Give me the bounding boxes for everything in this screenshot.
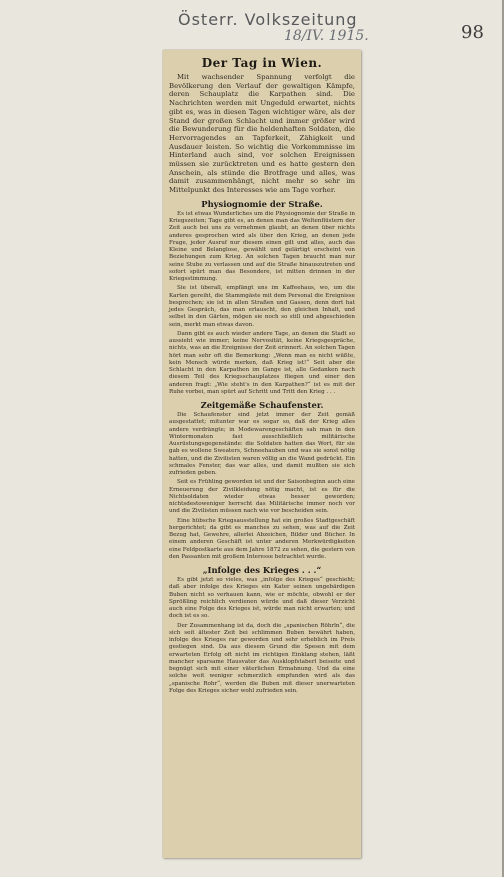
paragraph: Es ist etwas Wunderliches um die Physiognomie der Straße in Kriegszeiten; Tage gibt es, an denen man das Weltenflüstern der Zeit auch bei uns zu vernehmen glaubt, an denen über nichts anderes gesprochen wird als über den Krieg, an denen jede Frage, jeder Ausruf nur diesem einen gilt und alles, auch das Kleine und Belanglose, gewählt und gelärtigt erscheint von Beziehungen zum Krieg. An solchen Tagen braucht man nur seine Stube zu verlassen und auf die Straße hinauszutreten und sofort spürt man das Besondere, ist mitten drinnen in der Kriegsstimmung. (169, 210, 355, 283)
page-number: 98 (461, 22, 484, 43)
newspaper-source-stamp: Österr. Volkszeitung (178, 10, 358, 29)
paragraph: Der Zusammenhang ist da, doch die „spanischen Röhrln“, die sich seit ältester Zeit bei schlimmen Buben bewährt haben, infolge des Krieges rar geworden und sehr erheblich im Preis gestiegen sind. Da aus diesem Grund die Spesen mit dem erwarteten Erfolg oft nicht im richtigen Einklang stehen, läßt mancher sparsame Hausvater das Ausklopfstaberl beiseite und begnügt sich mit einer väterlichen Ermahnung. Und da eine solche weit weniger schmerzlich empfunden wird als das „spanische Rohr“, werden die Buben mit dieser unerwarteten Folge des Krieges sicher wohl zufrieden sein. (169, 622, 355, 694)
handwritten-date: 18/IV. 1915. (284, 28, 369, 44)
paragraph: Dann gibt es auch wieder andere Tage, an denen die Stadt so aussieht wie immer; keine Nervosität, keine Kriegsgespräche, nichts, was an die Ereignisse der Zeit erinnert. An solchen Tagen hört man sehr oft die Bemerkung: „Wenn man es nicht wüßte, kein Mensch würde merken, daß Krieg ist!“ Seit aber die Schlacht in den Karpathen im Gange ist, alle Gedanken nach diesem Teil des Kriegsschauplatzes fliegen und einer den anderen fragt: „Wie steht's in den Karpathen?“ ist es mit der Ruhe vorbei, man spürt auf Schritt und Tritt den Krieg . . . (169, 330, 355, 395)
paragraph: Sie ist überall, empfängt uns im Kaffeehaus, wo, um die Karten gereiht, die Stammgäste mit dem Personal die Ereignisse besprechen; sie ist in allen Straßen und Gassen, denn dort hat jedes Gespräch, das man erlauscht, den gleichen Inhalt, und selbst in den Gärten, mögen sie noch so still und abgeschieden sein, merkt man etwas davon. (169, 285, 355, 328)
article-title: Der Tag in Wien. (201, 56, 323, 70)
paragraph: Es gibt jetzt so vieles, was „infolge des Krieges“ geschieht; daß aber infolge des Krieges ein Kater seinen ungebärdigen Buben nicht so verhauen kann, wie er möchte, obwohl er der Sprößling reichlich verdienen würde und daß dieser Verzicht auch eine Folge des Krieges ist, würde man nicht erwarten; und doch ist es so. (169, 577, 355, 620)
paragraph: Seit es Frühling geworden ist und der Saisonbeginn auch eine Erneuerung der Zivilkleidung nötig macht, ist es für die Nichtsoldaten wieder etwas besser geworden; nichtsdestoweniger herrscht das Militärische immer noch vor und die Zivilisten müssen nach wie vor bescheiden sein. (169, 479, 355, 515)
section-heading-street: Physiognomie der Straße. (201, 198, 323, 209)
section-heading-shop-windows: Zeitgemäße Schaufenster. (200, 400, 324, 411)
section-heading-war-consequence: „Infolge des Krieges . . .“ (202, 565, 322, 576)
article-intro: Mit wachsender Spannung verfolgt die Bevölkerung den Verlauf der gewaltigen Kämpfe, deren Schauplatz die Karpathen sind. Die Nachrichten werden mit Ungeduld erwartet, nichts gibt es, was in diesen Tagen wichtiger wäre, als der Stand der großen Schlacht und immer größer wird die Bewunderung für die heldenhaften Soldaten, die Hervorragendes an Tapferkeit, Zähigkeit und Ausdauer leisten. So wichtig die Vorkommnisse im Hinterland auch sind, vor solchen Ereignissen müssen sie zurücktreten und es hatte gestern den Anschein, als stünde die Brotfrage und alles, was damit zusammenhängt, nicht mehr so sehr im Mittelpunkt des Interesses wie am Tage vorher. (169, 73, 355, 195)
paragraph: Eine hübsche Kriegsausstellung hat ein großes Stadtgeschäft hergerichtet; da gibt es manches zu sehen, was auf die Zeit Bezug hat, Gewehre, allerlei Abzeichen, Bilder und Bücher. In einem anderen Geschäft ist unter anderen Merkwürdigkeiten eine Feldpostkarte aus dem Jahre 1872 zu sehen, die gestern von den Passanten mit großem Interesse betrachtet wurde. (169, 517, 355, 560)
newspaper-clipping (163, 50, 361, 858)
paragraph: Die Schaufenster sind jetzt immer der Zeit gemäß ausgestattet; mitunter war es sogar so, daß der Krieg alles andere verdrängte; in Modewarengeschäften sah man in den Wintermonaten fast ausschließlich militärische Ausrüstungsgegenstände: die Soldaten hatten das Wort, für sie gab es wollene Sweaters, Schneehauben und was sie sonst nötig hatten, und die Zivilisten waren völlig an die Wand gedrückt. Ein schmales Fenster, das war alles, und damit mußten sie sich zufrieden geben. (169, 412, 355, 477)
